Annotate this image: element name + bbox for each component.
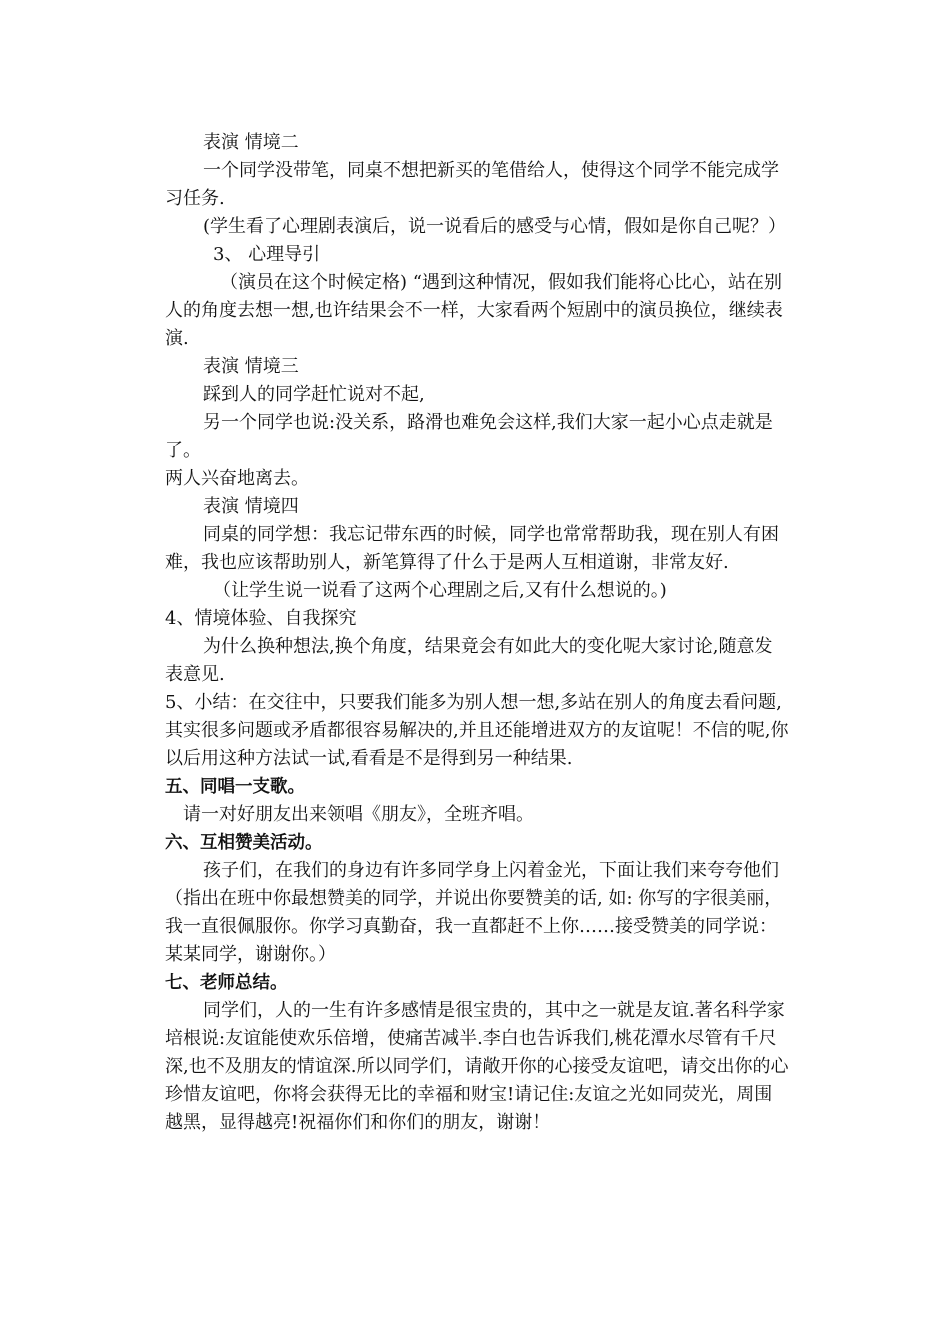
paragraph: 同学们，人的一生有许多感情是很宝贵的，其中之一就是友谊.著名科学家培根说:友谊能使欢乐倍增，使痛苦减半.李白也告诉我们,桃花潭水尽管有千尺深,也不及朋友的情谊深.所以同学们，请敞开你的心接受友谊吧，请交出你的心珍惜友谊吧，你将会获得无比的幸福和财宝!请记住:友谊之光如同荧光，周围越黑，显得越亮!祝福你们和你们的朋友，谢谢！ — [165, 1000, 789, 1133]
paragraph: 两人兴奋地离去。 — [165, 468, 309, 489]
paragraph: 表演 情境二 — [203, 132, 299, 153]
paragraph: 另一个同学也说:没关系，路滑也难免会这样,我们大家一起小心点走就是了。 — [165, 412, 773, 461]
paragraph: 4、情境体验、自我探究 — [165, 608, 357, 629]
paragraph: 3、 心理导引 — [213, 244, 321, 265]
paragraph: 为什么换种想法,换个角度，结果竟会有如此大的变化呢大家讨论,随意发表意见. — [165, 636, 773, 685]
paragraph: (学生看了心理剧表演后，说一说看后的感受与心情，假如是你自己呢？） — [203, 216, 787, 237]
document-page — [165, 129, 790, 1137]
paragraph: 表演 情境三 — [203, 356, 299, 377]
paragraph: （让学生说一说看了这两个心理剧之后,又有什么想说的。) — [213, 580, 667, 601]
paragraph: 表演 情境四 — [203, 496, 299, 517]
paragraph: 5、小结：在交往中，只要我们能多为别人想一想,多站在别人的角度去看问题,其实很多问题或矛盾都很容易解决的,并且还能增进双方的友谊呢！不信的呢,你以后用这种方法试一试,看看是不是得到另一种结果. — [165, 692, 789, 769]
paragraph: 同桌的同学想：我忘记带东西的时候，同学也常常帮助我，现在别人有困难，我也应该帮助别人，新笔算得了什么于是两人互相道谢，非常友好. — [165, 524, 779, 573]
paragraph: 请一对好朋友出来领唱《朋友》，全班齐唱。 — [183, 804, 534, 825]
paragraph: 孩子们，在我们的身边有许多同学身上闪着金光，下面让我们来夸夸他们（指出在班中你最想赞美的同学，并说出你要赞美的话, 如: 你写的字很美丽，我一直很佩服你。你学习真勤奋，我一直都赶不上你……接受赞美的同学说：某某同学，谢谢你。） — [165, 860, 783, 965]
paragraph: 一个同学没带笔，同桌不想把新买的笔借给人，使得这个同学不能完成学习任务. — [165, 160, 779, 209]
section-heading: 五、同唱一支歌。 — [165, 777, 305, 797]
paragraph: 踩到人的同学赶忙说对不起, — [203, 384, 425, 405]
section-heading: 六、互相赞美活动。 — [165, 833, 323, 853]
paragraph: （演员在这个时候定格) “遇到这种情况，假如我们能将心比心，站在别人的角度去想一想,也许结果会不一样，大家看两个短剧中的演员换位，继续表演. — [165, 272, 783, 349]
section-heading: 七、老师总结。 — [165, 973, 288, 993]
